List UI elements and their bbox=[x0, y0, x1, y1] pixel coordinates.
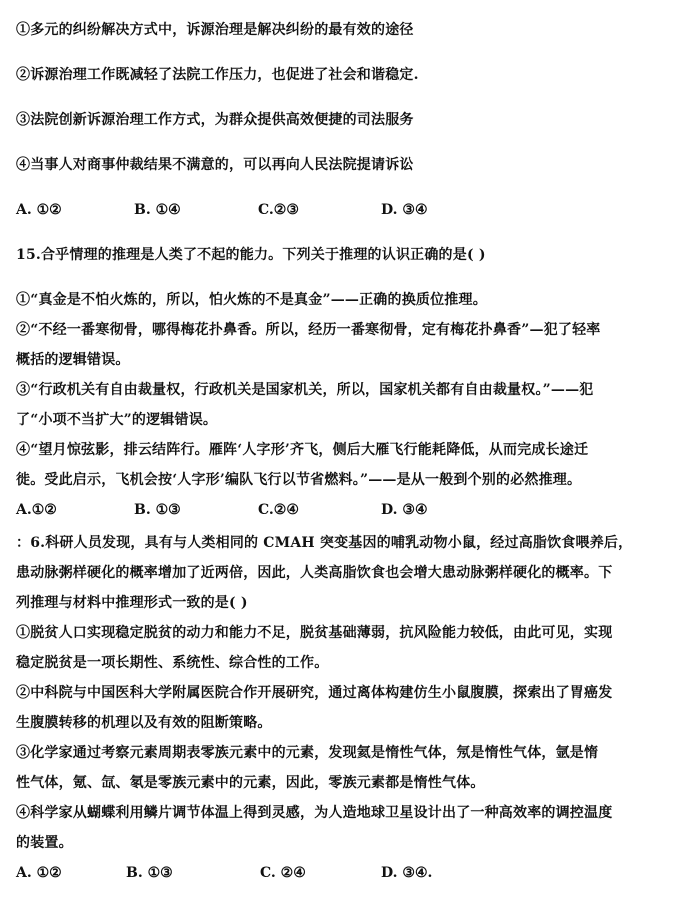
q16-line-8: ③化学家通过考察元素周期表零族元素中的元素，发现氦是惰性气体，氖是惰性气体，氩是惰 bbox=[16, 745, 599, 761]
q16-line-11: 的装置。 bbox=[16, 835, 73, 851]
q15-choice-d: D. ③④ bbox=[381, 502, 428, 518]
q14-option-1: ①多元的纠纷解决方式中，诉源治理是解决纠纷的最有效的途径 bbox=[16, 22, 414, 38]
q15-line-5: 了“小项不当扩大”的逻辑错误。 bbox=[16, 412, 218, 428]
q16-line-1: ：6.科研人员发现，具有与人类相同的 CMAH 突变基因的哺乳动物小鼠，经过高脂饮食喂养后， bbox=[16, 535, 633, 551]
q16-line-2: 患动脉粥样硬化的概率增加了近两倍，因此，人类高脂饮食也会增大患动脉粥样硬化的概率。下 bbox=[16, 565, 613, 581]
q14-choice-d: D. ③④ bbox=[381, 202, 428, 218]
q15-line-7: 徙。受此启示，飞机会按‘人字形’编队飞行以节省燃料。”——是从一般到个别的必然推理。 bbox=[16, 472, 582, 488]
q15-line-6: ④“望月惊弦影，排云结阵行。雁阵‘人字形’齐飞，侧后大雁飞行能耗降低，从而完成长途迁 bbox=[16, 442, 589, 458]
q16-line-10: ④科学家从蝴蝶利用鳞片调节体温上得到灵感，为人造地球卫星设计出了一种高效率的调控温度 bbox=[16, 805, 613, 821]
q14-option-2: ②诉源治理工作既减轻了法院工作压力，也促进了社会和谐稳定. bbox=[16, 67, 419, 83]
q15-choice-c: C.②④ bbox=[258, 502, 299, 518]
q15-line-2: ②“不经一番寒彻骨，哪得梅花扑鼻香。所以，经历一番寒彻骨，定有梅花扑鼻香”—犯了轻率 bbox=[16, 322, 601, 338]
q16-line-9: 性气体，氪、氙、氡是零族元素中的元素，因此，零族元素都是惰性气体。 bbox=[16, 775, 485, 791]
q15-choices bbox=[16, 500, 676, 520]
q16-line-4: ①脱贫人口实现稳定脱贫的动力和能力不足，脱贫基础薄弱，抗风险能力较低，由此可见，实现 bbox=[16, 625, 613, 641]
q14-choice-c: C.②③ bbox=[258, 202, 299, 218]
q14-choice-a: A. ①② bbox=[16, 202, 62, 218]
q14-option-4: ④当事人对商事仲裁结果不满意的，可以再向人民法院提请诉讼 bbox=[16, 157, 414, 173]
q14-option-3: ③法院创新诉源治理工作方式，为群众提供高效便捷的司法服务 bbox=[16, 112, 414, 128]
q16-choice-c: C. ②④ bbox=[260, 865, 306, 881]
q15-line-1: ①“真金是不怕火炼的，所以，怕火炼的不是真金”——正确的换质位推理。 bbox=[16, 292, 487, 308]
q16-line-5: 稳定脱贫是一项长期性、系统性、综合性的工作。 bbox=[16, 655, 329, 671]
q16-choice-a: A. ①② bbox=[16, 865, 62, 881]
q15-choice-b: B. ①③ bbox=[134, 502, 181, 518]
q14-choice-b: B. ①④ bbox=[134, 202, 181, 218]
q16-line-7: 生腹膜转移的机理以及有效的阻断策略。 bbox=[16, 715, 272, 731]
q16-choices bbox=[16, 863, 676, 883]
q16-line-6: ②中科院与中国医科大学附属医院合作开展研究，通过离体构建仿生小鼠腹膜，探索出了胃癌发 bbox=[16, 685, 613, 701]
q15-line-4: ③“行政机关有自由裁量权，行政机关是国家机关，所以，国家机关都有自由裁量权。”——犯 bbox=[16, 382, 594, 398]
q14-choices bbox=[16, 200, 676, 220]
q15-stem: 15.合乎情理的推理是人类了不起的能力。下列关于推理的认识正确的是( ) bbox=[16, 247, 486, 263]
q15-line-3: 概括的逻辑错误。 bbox=[16, 352, 130, 368]
q15-choice-a: A.①② bbox=[16, 502, 57, 518]
q16-line-3: 列推理与材料中推理形式一致的是( ) bbox=[16, 595, 248, 611]
q16-choice-d: D. ③④. bbox=[381, 865, 433, 881]
q16-choice-b: B. ①③ bbox=[126, 865, 173, 881]
